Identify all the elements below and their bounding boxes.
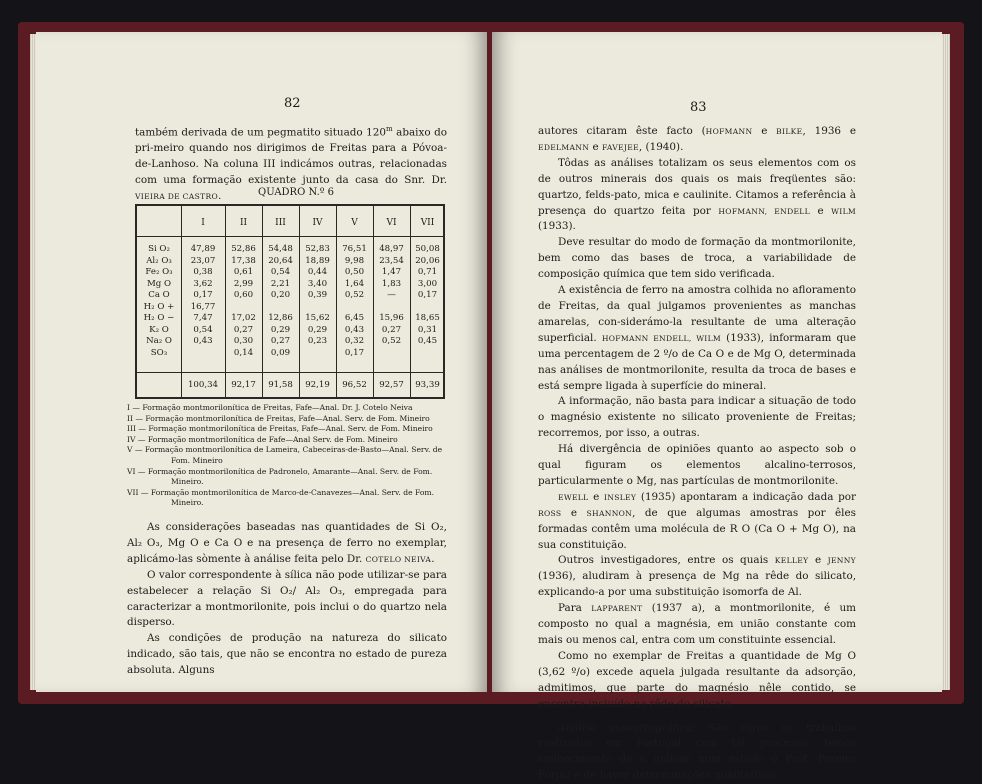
footnote: VI — Formação montmorilonítica de Padronelo, Amarante—Anal. Serv. de Fom. Mineiro.: [127, 466, 433, 487]
table-cell: 0,43: [193, 336, 213, 346]
table-cell: 54,48: [268, 244, 293, 254]
table-cell: 0,17: [417, 290, 438, 300]
col-header-V: V: [351, 218, 358, 228]
table-cell: 12,86: [268, 313, 293, 323]
total-cell: 92,17: [231, 380, 256, 390]
table-cell: 0,27: [270, 336, 291, 346]
table-cell: 23,07: [190, 255, 216, 266]
page-number-83: 83: [690, 100, 707, 115]
left-intro-paragraph: também derivada de um pegmatito situado 120$^m$ abaixo do pri-meiro quando nos dirigimos de Freitas para a Póvoa-de-Lanhoso. Na coluna III indicámos outras, relacionadas com uma formação existente junto da casa do Snr. Dr. VIEIRA DE CASTRO.: [135, 125, 447, 203]
table-cell: 0,23: [307, 336, 328, 346]
footnote: V — Formação montmorilonítica de Lameira, Cabeceiras-de-Basto—Anal. Serv. de Fom. Mineiro: [127, 445, 443, 465]
table-cell: 47,89: [190, 244, 216, 254]
table-cell: 0,20: [270, 290, 291, 300]
paragraph: EWELL e INSLEY (1935) apontaram a indicação dada por ROSS e SHANNON, de que algumas amostras por êles formadas contêm uma molécula de R O (Ca O + Mg O), na sua constituição.: [538, 490, 856, 551]
table-cell: 0,29: [307, 324, 328, 335]
table-cell: 17,02: [231, 313, 256, 323]
paragraph: Outros investigadores, entre os quais KELLEY e JENNY (1936), aludiram à presença de Mg na rêde do silicato, explicando-a por uma substituição isomorfa de Al.: [538, 554, 856, 599]
table-cell: 0,39: [307, 290, 328, 300]
paragraph: O valor correspondente à sílica não pode utilizar-se para estabelecer a relação Si O₂/ Al₂ O₃, empregada para caracterizar a montmorilonite, pois inclui o do quartzo nela disperso.: [127, 568, 447, 629]
table-cell: 23,54: [379, 255, 404, 266]
table-cell: 0,38: [193, 267, 213, 277]
table-cell: 15,62: [305, 313, 330, 323]
table-cell: 0,32: [344, 336, 365, 346]
footnote: IV — Formação montmorilonítica de Fafe—Anal Serv. de Fom. Mineiro: [127, 434, 398, 444]
row-label: Na₂ O: [146, 336, 172, 346]
table-cell: 50,08: [415, 244, 440, 254]
table-title: QUADRO N.º 6: [258, 187, 334, 198]
table-cell: 0,60: [233, 290, 254, 300]
table-cell: 3,00: [417, 278, 438, 289]
total-cell: 93,39: [415, 380, 440, 390]
paragraph: Análise espectrográfica: São raros os trabalhos realizados em Portugal com tal processo; temos conhecimento de o aplicar num estudo o Prof. Pereira Forjaz e de haver determinações qualitativas: [538, 721, 856, 782]
col-header-IV: IV: [312, 218, 323, 228]
row-label: Al₂ O₃: [146, 255, 172, 266]
table-cell: 18,65: [415, 313, 440, 323]
col-header-II: II: [239, 218, 248, 228]
paragraph: As considerações baseadas nas quantidades de Si O₂, Al₂ O₃, Mg O e Ca O e na presença de ferro no exemplar, aplicámo-las sòmente à análise feita pelo Dr. COTELO NEIVA.: [127, 521, 447, 565]
table-cell: 0,17: [193, 290, 213, 300]
table-cell: 2,21: [270, 278, 291, 289]
paragraph: A existência de ferro na amostra colhida no afloramento de Freitas, da qual julgamos provenientes as manchas amarelas, con-siderámo-la resultante de uma alteração superficial. HOFMANN ENDELL, WILM (1933), informaram que uma percentagem de 2 º/o de Ca O e de Mg O, determinada nas análises de montmorilonite, resulta da troca de bases e está sempre ligada à superfície do mineral.: [538, 284, 856, 392]
table-cell: 0,44: [307, 267, 328, 277]
footnote: III — Formação montmorilonítica de Freitas, Fafe—Anal. Serv. de Fom. Mineiro: [127, 424, 433, 434]
total-cell: 100,34: [187, 380, 219, 390]
paragraph: A informação, não basta para indicar a situação de todo o magnésio existente no silicato proveniente de Freitas; recorremos, por isso, a outras.: [538, 395, 856, 440]
paragraph: autores citaram êste facto (HOFMANN e BILKE, 1936 e EDELMANN e FAVEJEE, (1940).: [538, 125, 856, 153]
total-cell: 91,58: [268, 380, 293, 390]
table-cell: 0,61: [233, 267, 254, 277]
row-label: Ca O: [148, 290, 170, 300]
paragraph: Tôdas as análises totalizam os seus elementos com os de outros minerais dos quais os mais freqüentes são: quartzo, felds-pato, mica e caulinite. Citamos a referência à presença do quartzo feita por HOFMANN, ENDELL e WILM (1933).: [538, 156, 856, 233]
row-label: Si O₂: [148, 244, 170, 254]
left-body-text: [127, 520, 447, 679]
paragraph: As condições de produção na natureza do silicato indicado, são tais, que não se encontra no estado de pureza absoluta. Alguns: [127, 632, 447, 677]
table-cell: 20,06: [415, 255, 440, 266]
table-cell: 0,54: [193, 324, 213, 335]
table-cell: 0,14: [233, 347, 254, 358]
table-cell: 1,83: [381, 278, 402, 289]
row-label: K₂ O: [149, 324, 169, 335]
paragraph: Como no exemplar de Freitas a quantidade de Mg O (3,62 º/o) excede aquela julgada resultante da adsorção, admitimos, que parte do magnésio nêle contido, se encontra incluído na rêde do silicato.: [538, 649, 856, 710]
row-label: Fe₂ O₃: [145, 267, 173, 277]
col-header-VII: VII: [420, 218, 435, 228]
table-cell: 0,71: [417, 267, 438, 277]
paragraph: Há divergência de opiniões quanto ao aspecto sob o qual figuram os elementos alcalino-terrosos, particularmente o Mg, nas partículas de montmorilonite.: [538, 443, 856, 487]
table-cell: 17,38: [231, 255, 256, 266]
table-cell: 18,89: [305, 255, 330, 266]
footnote: VII — Formação montmorilonítica de Marco-de-Canavezes—Anal. Serv. de Fom. Mineiro.: [127, 487, 435, 508]
table-cell: 48,97: [379, 244, 404, 254]
total-cell: 96,52: [342, 380, 367, 390]
table-cell: 52,83: [305, 244, 330, 254]
table-cell: 15,96: [379, 313, 404, 323]
total-cell: 92,57: [379, 380, 404, 390]
table-cell: 20,64: [268, 255, 293, 266]
table-footnotes: [127, 403, 447, 509]
row-label: H₂ O −: [143, 313, 175, 323]
total-cell: 92,19: [305, 380, 330, 390]
analysis-table: [135, 204, 445, 399]
page-number-82: 82: [284, 96, 301, 111]
row-label: H₂ O +: [143, 301, 175, 312]
table-cell: 0,54: [270, 267, 291, 277]
table-cell: 0,45: [417, 336, 438, 346]
table-cell: 76,51: [342, 244, 367, 254]
row-label: SO₃: [150, 347, 168, 358]
table-cell: 6,45: [344, 313, 365, 323]
table-cell: 0,27: [381, 324, 402, 335]
col-header-I: I: [201, 218, 205, 228]
col-header-VI: VI: [386, 218, 397, 228]
table-cell: 0,09: [270, 347, 291, 358]
table-cell: 0,17: [344, 347, 365, 358]
table-cell: 0,43: [344, 324, 365, 335]
table-cell: 16,77: [190, 301, 216, 312]
table-cell: 0,27: [233, 324, 254, 335]
col-header-III: III: [275, 218, 286, 228]
table-cell: 7,47: [193, 313, 213, 323]
table-cell: 0,52: [344, 290, 365, 300]
table-cell: 0,29: [270, 324, 291, 335]
table-cell: 0,52: [381, 336, 402, 346]
table-cell: 2,99: [233, 278, 254, 289]
table-cell: —: [387, 290, 396, 300]
table-cell: 1,47: [381, 267, 402, 277]
footnote: II — Formação montmorilonítica de Freitas, Fafe—Anal. Serv. de Fom. Mineiro: [127, 413, 430, 423]
table-cell: 0,50: [344, 267, 365, 277]
paragraph: Para LAPPARENT (1937 a), a montmorilonite, é um composto no qual a magnésia, em união constante com mais ou menos cal, entra com um constituinte essencial.: [538, 602, 857, 646]
footnote: I — Formação montmorilonítica de Freitas, Fafe—Anal. Dr. J. Cotelo Neiva: [127, 403, 413, 412]
paragraph: Deve resultar do modo de formação da montmorilonite, bem como das bases de troca, a variabilidade de composição química que tem sido verificada.: [538, 236, 856, 281]
table-cell: 9,98: [344, 255, 365, 266]
table-cell: 3,62: [193, 278, 213, 289]
right-body-text: [538, 124, 856, 784]
table-cell: 1,64: [344, 278, 365, 289]
table-cell: 0,31: [417, 324, 438, 335]
row-label: Mg O: [146, 278, 172, 289]
table-cell: 0,30: [233, 336, 254, 346]
table-cell: 52,86: [231, 244, 256, 254]
table-cell: 3,40: [307, 278, 328, 289]
